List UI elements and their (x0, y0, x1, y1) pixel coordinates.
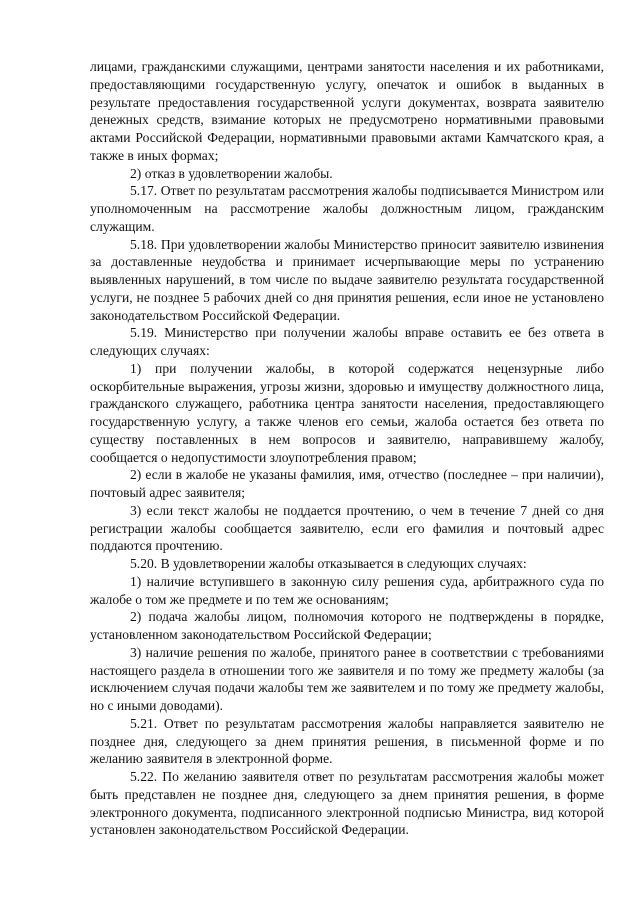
paragraph-5-22: 5.22. По желанию заявителя ответ по результатам рассмотрения жалобы может быть представлен не позднее дня, следующего за днем принятия решения, в форме электронного документа, подписанного электронной подписью Министра, вид которой установлен законодательством Российской Федерации. (90, 769, 604, 838)
paragraph-5-19-item-2: 2) если в жалобе не указаны фамилия, имя, отчество (последнее – при наличии), почтовый адрес заявителя; (90, 467, 604, 500)
paragraph-5-19: 5.19. Министерство при получении жалобы вправе оставить ее без ответа в следующих случаях: (90, 325, 604, 358)
paragraph-continuation: лицами, гражданскими служащими, центрами занятости населения и их работниками, предоставляющими государственную услугу, опечаток и ошибок в выданных в результате предоставления государственной услуги документах, возврата заявителю денежных средств, взимание которых не предусмотрено нормативными правовыми актами Российской Федерации, нормативными правовыми актами Камчатского края, а также в иных формах; (90, 59, 604, 163)
paragraph-5-17: 5.17. Ответ по результатам рассмотрения жалобы подписывается Министром или уполномоченным на рассмотрение жалобы должностным лицом, гражданским служащим. (90, 183, 604, 234)
paragraph-5-19-item-1: 1) при получении жалобы, в которой содержатся нецензурные либо оскорбительные выражения, угрозы жизни, здоровью и имуществу должностного лица, гражданского служащего, работника центра занятости населения, предоставляющего государственную услугу, а также членов его семьи, жалоба остается без ответа по существу поставленных в нем вопросов и заявителю, направившему жалобу, сообщается о недопустимости злоупотребления правом; (90, 360, 604, 465)
paragraph-5-19-item-3: 3) если текст жалобы не поддается прочтению, о чем в течение 7 дней со дня регистрации жалобы сообщается заявителю, если его фамилия и почтовый адрес поддаются прочтению. (90, 502, 604, 554)
paragraph-5-20-item-1: 1) наличие вступившего в законную силу решения суда, арбитражного суда по жалобе о том же предмете и по тем же основаниям; (90, 573, 604, 607)
paragraph-5-18: 5.18. При удовлетворении жалобы Министерство приносит заявителю извинения за доставленные неудобства и принимает исчерпывающие меры по устранению выявленных нарушений, в том числе по выдаче заявителю результата государственной услуги, не позднее 5 рабочих дней со дня принятия решения, если иное не установлено законодательством Российской Федерации. (90, 236, 604, 323)
paragraph-5-20: 5.20. В удовлетворении жалобы отказывается в следующих случаях: (130, 556, 527, 571)
paragraph-5-21: 5.21. Ответ по результатам рассмотрения жалобы направляется заявителю не позднее дня, следующего за днем принятия решения, в письменной форме и по желанию заявителя в электронной форме. (90, 715, 604, 767)
paragraph-5-20-item-2: 2) подача жалобы лицом, полномочия которого не подтверждены в порядке, установленном законодательством Российской Федерации; (90, 609, 604, 642)
paragraph-item-2-refusal: 2) отказ в удовлетворении жалобы. (130, 165, 333, 181)
paragraph-5-20-item-3: 3) наличие решения по жалобе, принятого ранее в соответствии с требованиями настоящего раздела в отношении того же заявителя и по тому же предмету жалобы (за исключением случая подачи жалобы тем же заявителем и по тому же предмету жалобы, но с иными доводами). (90, 644, 604, 713)
document-page (90, 58, 604, 839)
